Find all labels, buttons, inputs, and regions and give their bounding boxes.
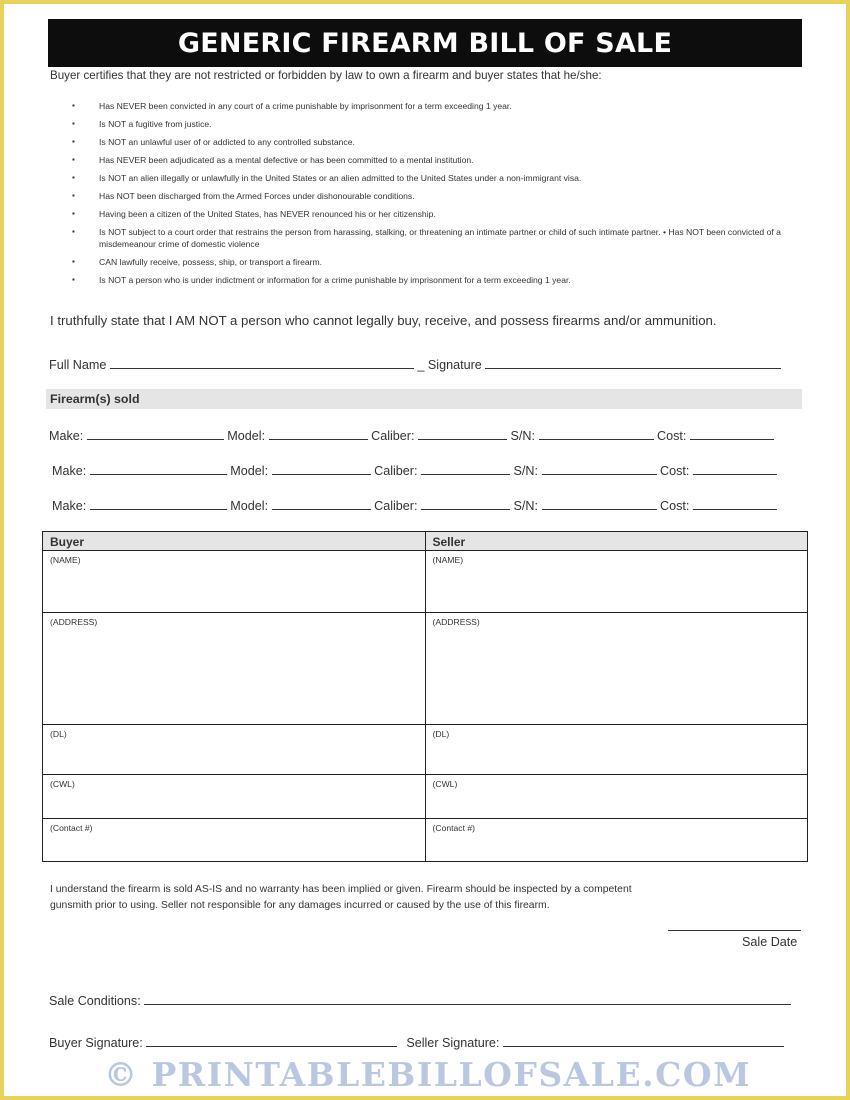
bullet-icon: ▪ <box>72 101 75 110</box>
sale-conditions-label: Sale Conditions: <box>49 994 141 1008</box>
cost-field[interactable] <box>693 462 777 475</box>
firearm-row <box>49 427 774 443</box>
caliber-label: Caliber: <box>374 464 418 478</box>
model-label: Model: <box>230 464 269 478</box>
list-item: ▪ Is NOT an unlawful user of or addicted to any controlled substance. <box>72 137 355 147</box>
seller-name-cell[interactable]: (NAME) <box>425 551 808 613</box>
make-field[interactable] <box>87 427 224 440</box>
as-is-disclaimer: I understand the firearm is sold AS-IS and no warranty has been implied or given. Firearm should be inspected by a competent gunsmith prior to using. Seller not responsible for any damages incurred or caused by the use of this firearm. <box>50 884 632 911</box>
buyer-signature-field[interactable] <box>146 1034 397 1047</box>
signature-field[interactable] <box>485 356 781 369</box>
caliber-label: Caliber: <box>374 499 418 513</box>
make-label: Make: <box>52 499 87 513</box>
sn-field[interactable] <box>542 497 657 510</box>
list-item: ▪ Has NEVER been convicted in any court of a crime punishable by imprisonment for a term exceeding 1 year. <box>72 101 512 111</box>
list-item: ▪ Has NOT been discharged from the Armed Forces under dishonourable conditions. <box>72 191 415 201</box>
list-item: ▪ Is NOT a fugitive from justice. <box>72 119 212 129</box>
requirements-list <box>72 100 802 292</box>
sn-field[interactable] <box>539 427 654 440</box>
model-field[interactable] <box>272 462 371 475</box>
make-field[interactable] <box>90 497 227 510</box>
caliber-field[interactable] <box>418 427 507 440</box>
document-title: GENERIC FIREARM BILL OF SALE <box>48 19 802 67</box>
sn-label: S/N: <box>513 464 539 478</box>
list-item: ▪ Is NOT subject to a court order that restrains the person from harassing, stalking, or threatening an intimate partner or child of such intimate partner. • Has NOT been convicted of a misdemeanour crime of domestic violence <box>72 227 781 249</box>
full-name-field[interactable] <box>110 356 414 369</box>
seller-contact-cell[interactable]: (Contact #) <box>425 819 808 862</box>
legal-statement: I truthfully state that I AM NOT a person who cannot legally buy, receive, and possess firearms and/or ammunition. <box>50 313 717 328</box>
buyer-dl-cell[interactable]: (DL) <box>43 725 426 775</box>
intro-text: Buyer certifies that they are not restricted or forbidden by law to own a firearm and buyer states that he/she: <box>50 69 602 82</box>
make-field[interactable] <box>90 462 227 475</box>
buyer-name-cell[interactable]: (NAME) <box>43 551 426 613</box>
seller-signature-field[interactable] <box>503 1034 784 1047</box>
cost-label: Cost: <box>660 464 690 478</box>
bullet-icon: ▪ <box>72 227 75 236</box>
make-label: Make: <box>52 464 87 478</box>
model-label: Model: <box>230 499 269 513</box>
list-item: ▪ Has NEVER been adjudicated as a mental defective or has been committed to a mental institution. <box>72 155 474 165</box>
sale-date-field[interactable] <box>668 930 801 931</box>
list-item: ▪ CAN lawfully receive, possess, ship, or transport a firearm. <box>72 257 323 267</box>
sn-label: S/N: <box>513 499 539 513</box>
list-item: ▪ Is NOT a person who is under indictment or information for a crime punishable by imprisonment for a term exceeding 1 year. <box>72 275 571 285</box>
bullet-icon: ▪ <box>72 155 75 164</box>
signature-label: _ Signature <box>417 358 482 372</box>
bullet-icon: ▪ <box>72 137 75 146</box>
name-signature-row <box>49 356 781 372</box>
make-label: Make: <box>49 429 84 443</box>
caliber-field[interactable] <box>421 497 510 510</box>
sale-date-label: Sale Date <box>742 935 798 949</box>
seller-address-cell[interactable]: (ADDRESS) <box>425 613 808 725</box>
bullet-icon: ▪ <box>72 257 75 266</box>
signatures-row <box>49 1034 784 1050</box>
seller-dl-cell[interactable]: (DL) <box>425 725 808 775</box>
bullet-icon: ▪ <box>72 173 75 182</box>
bullet-icon: ▪ <box>72 275 75 284</box>
sale-conditions-row <box>49 992 791 1008</box>
seller-signature-label: Seller Signature: <box>406 1036 500 1050</box>
cost-label: Cost: <box>657 429 687 443</box>
buyer-header: Buyer <box>43 532 426 551</box>
buyer-seller-table <box>42 531 808 862</box>
list-item: ▪ Is NOT an alien illegally or unlawfully in the United States or an alien admitted to the United States under a non-immigrant visa. <box>72 173 582 183</box>
buyer-address-cell[interactable]: (ADDRESS) <box>43 613 426 725</box>
list-item: ▪ Having been a citizen of the United States, has NEVER renounced his or her citizenship. <box>72 209 436 219</box>
cost-field[interactable] <box>693 497 777 510</box>
buyer-cwl-cell[interactable]: (CWL) <box>43 775 426 819</box>
full-name-label: Full Name <box>49 358 107 372</box>
cost-label: Cost: <box>660 499 690 513</box>
cost-field[interactable] <box>690 427 774 440</box>
firearms-section-header: Firearm(s) sold <box>46 389 802 409</box>
buyer-signature-label: Buyer Signature: <box>49 1036 143 1050</box>
sn-label: S/N: <box>510 429 536 443</box>
bullet-icon: ▪ <box>72 191 75 200</box>
caliber-label: Caliber: <box>371 429 415 443</box>
caliber-field[interactable] <box>421 462 510 475</box>
seller-cwl-cell[interactable]: (CWL) <box>425 775 808 819</box>
firearm-row <box>52 497 777 513</box>
sn-field[interactable] <box>542 462 657 475</box>
model-field[interactable] <box>269 427 368 440</box>
bullet-icon: ▪ <box>72 209 75 218</box>
watermark: © PRINTABLEBILLOFSALE.COM <box>104 1055 752 1094</box>
firearm-row <box>52 462 777 478</box>
model-label: Model: <box>227 429 266 443</box>
seller-header: Seller <box>425 532 808 551</box>
sale-conditions-field[interactable] <box>144 992 791 1005</box>
buyer-contact-cell[interactable]: (Contact #) <box>43 819 426 862</box>
bullet-icon: ▪ <box>72 119 75 128</box>
model-field[interactable] <box>272 497 371 510</box>
